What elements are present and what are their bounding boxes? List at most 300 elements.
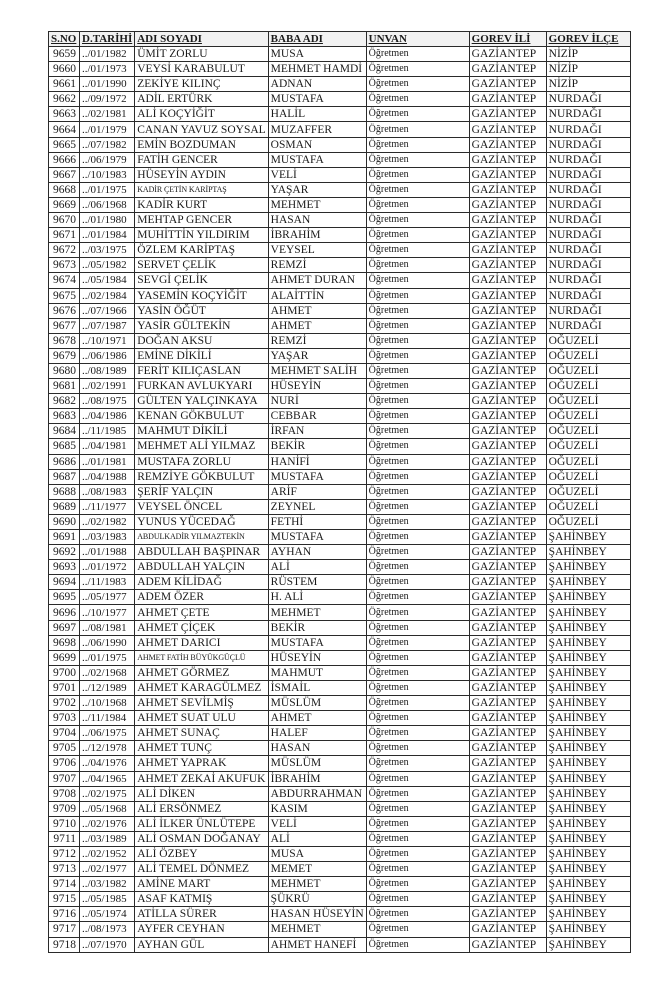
cell-full-name: ALİ ÖZBEY [135, 846, 268, 861]
cell-district: NİZİP [546, 47, 630, 62]
cell-title: Öğretmen [366, 182, 469, 197]
header-title: UNVAN [366, 32, 469, 47]
cell-sno: 9678 [49, 333, 80, 348]
cell-sno: 9661 [49, 77, 80, 92]
table-row [49, 620, 631, 635]
cell-full-name: ÜMİT ZORLU [135, 47, 268, 62]
cell-birth-date: ../02/1982 [80, 514, 135, 529]
cell-province: GAZİANTEP [469, 499, 546, 514]
cell-province: GAZİANTEP [469, 575, 546, 590]
cell-birth-date: ../02/1977 [80, 862, 135, 877]
table-header-row [49, 32, 631, 47]
cell-district: ŞAHİNBEY [546, 665, 630, 680]
cell-district: NURDAĞI [546, 258, 630, 273]
table-row [49, 182, 631, 197]
cell-sno: 9693 [49, 560, 80, 575]
table-row [49, 454, 631, 469]
cell-father-name: REMZİ [268, 258, 366, 273]
cell-province: GAZİANTEP [469, 620, 546, 635]
cell-province: GAZİANTEP [469, 877, 546, 892]
table-row [49, 514, 631, 529]
cell-title: Öğretmen [366, 514, 469, 529]
cell-province: GAZİANTEP [469, 831, 546, 846]
cell-sno: 9674 [49, 273, 80, 288]
cell-birth-date: ../04/1988 [80, 469, 135, 484]
cell-district: ŞAHİNBEY [546, 892, 630, 907]
cell-province: GAZİANTEP [469, 409, 546, 424]
cell-province: GAZİANTEP [469, 665, 546, 680]
cell-title: Öğretmen [366, 379, 469, 394]
cell-sno: 9703 [49, 711, 80, 726]
cell-sno: 9683 [49, 409, 80, 424]
cell-birth-date: ../01/1981 [80, 454, 135, 469]
cell-province: GAZİANTEP [469, 922, 546, 937]
cell-sno: 9669 [49, 197, 80, 212]
cell-title: Öğretmen [366, 62, 469, 77]
cell-sno: 9688 [49, 484, 80, 499]
cell-district: ŞAHİNBEY [546, 786, 630, 801]
cell-province: GAZİANTEP [469, 213, 546, 228]
cell-full-name: AYFER CEYHAN [135, 922, 268, 937]
cell-province: GAZİANTEP [469, 801, 546, 816]
cell-district: ŞAHİNBEY [546, 605, 630, 620]
cell-province: GAZİANTEP [469, 92, 546, 107]
cell-birth-date: ../01/1988 [80, 545, 135, 560]
cell-sno: 9670 [49, 213, 80, 228]
cell-sno: 9664 [49, 122, 80, 137]
cell-father-name: MUSTAFA [268, 469, 366, 484]
table-row [49, 680, 631, 695]
cell-title: Öğretmen [366, 92, 469, 107]
cell-birth-date: ../08/1975 [80, 394, 135, 409]
cell-birth-date: ../01/1973 [80, 62, 135, 77]
cell-birth-date: ../07/1966 [80, 303, 135, 318]
cell-title: Öğretmen [366, 167, 469, 182]
cell-birth-date: ../11/1985 [80, 424, 135, 439]
cell-father-name: AHMET [268, 318, 366, 333]
table-row [49, 862, 631, 877]
cell-birth-date: ../08/1983 [80, 484, 135, 499]
cell-sno: 9697 [49, 620, 80, 635]
cell-father-name: MAHMUT [268, 665, 366, 680]
cell-sno: 9705 [49, 741, 80, 756]
cell-district: ŞAHİNBEY [546, 937, 630, 952]
cell-birth-date: ../07/1987 [80, 318, 135, 333]
cell-sno: 9718 [49, 937, 80, 952]
table-row [49, 363, 631, 378]
cell-father-name: VELİ [268, 167, 366, 182]
cell-father-name: ALAİTTİN [268, 288, 366, 303]
cell-district: NURDAĞI [546, 228, 630, 243]
cell-birth-date: ../05/1974 [80, 907, 135, 922]
cell-full-name: AMİNE MART [135, 877, 268, 892]
table-row [49, 318, 631, 333]
cell-sno: 9714 [49, 877, 80, 892]
cell-full-name: AHMET ZEKAİ AKUFUK [135, 771, 268, 786]
cell-full-name: ALİ DİKEN [135, 786, 268, 801]
document-page [48, 31, 631, 953]
cell-title: Öğretmen [366, 288, 469, 303]
cell-district: ŞAHİNBEY [546, 680, 630, 695]
table-row [49, 62, 631, 77]
header-father-name: BABA ADI [268, 32, 366, 47]
cell-full-name: VEYSEL ÖNCEL [135, 499, 268, 514]
cell-birth-date: ../01/1980 [80, 213, 135, 228]
cell-district: OĞUZELİ [546, 469, 630, 484]
cell-father-name: AYHAN [268, 545, 366, 560]
cell-sno: 9682 [49, 394, 80, 409]
cell-birth-date: ../05/1985 [80, 892, 135, 907]
table-row [49, 107, 631, 122]
cell-full-name: FURKAN AVLUKYARI [135, 379, 268, 394]
cell-sno: 9713 [49, 862, 80, 877]
cell-district: ŞAHİNBEY [546, 862, 630, 877]
cell-full-name: ADEM KİLİDAĞ [135, 575, 268, 590]
cell-birth-date: ../02/1976 [80, 816, 135, 831]
header-sno: S.NO [49, 32, 80, 47]
cell-district: NURDAĞI [546, 107, 630, 122]
cell-full-name: AHMET SEVİLMİŞ [135, 696, 268, 711]
cell-title: Öğretmen [366, 484, 469, 499]
cell-province: GAZİANTEP [469, 152, 546, 167]
cell-father-name: ARİF [268, 484, 366, 499]
cell-title: Öğretmen [366, 454, 469, 469]
cell-district: ŞAHİNBEY [546, 801, 630, 816]
cell-sno: 9690 [49, 514, 80, 529]
table-row [49, 469, 631, 484]
cell-birth-date: ../11/1984 [80, 711, 135, 726]
cell-province: GAZİANTEP [469, 303, 546, 318]
cell-district: OĞUZELİ [546, 454, 630, 469]
cell-father-name: MUSA [268, 846, 366, 861]
cell-father-name: AHMET [268, 711, 366, 726]
cell-district: ŞAHİNBEY [546, 635, 630, 650]
cell-full-name: AHMET ÇETE [135, 605, 268, 620]
cell-full-name: ATİLLA SÜRER [135, 907, 268, 922]
cell-father-name: BEKİR [268, 620, 366, 635]
cell-district: OĞUZELİ [546, 514, 630, 529]
table-row [49, 907, 631, 922]
table-row [49, 243, 631, 258]
cell-father-name: MEHMET [268, 197, 366, 212]
cell-full-name: AHMET SUNAÇ [135, 726, 268, 741]
cell-sno: 9706 [49, 756, 80, 771]
cell-father-name: MUSTAFA [268, 530, 366, 545]
cell-sno: 9675 [49, 288, 80, 303]
cell-district: ŞAHİNBEY [546, 726, 630, 741]
cell-sno: 9660 [49, 62, 80, 77]
cell-full-name: KADİR KURT [135, 197, 268, 212]
cell-district: NURDAĞI [546, 167, 630, 182]
cell-sno: 9672 [49, 243, 80, 258]
cell-full-name: YUNUS YÜCEDAĞ [135, 514, 268, 529]
cell-district: NURDAĞI [546, 243, 630, 258]
cell-district: ŞAHİNBEY [546, 590, 630, 605]
cell-province: GAZİANTEP [469, 786, 546, 801]
cell-province: GAZİANTEP [469, 711, 546, 726]
cell-district: NURDAĞI [546, 213, 630, 228]
table-row [49, 424, 631, 439]
cell-full-name: MUHİTTİN YILDIRIM [135, 228, 268, 243]
cell-province: GAZİANTEP [469, 363, 546, 378]
table-row [49, 771, 631, 786]
cell-full-name: YASİN ÖĞÜT [135, 303, 268, 318]
table-row [49, 590, 631, 605]
cell-full-name: ABDULKADİR YILMAZTEKİN [135, 530, 268, 545]
cell-birth-date: ../02/1981 [80, 107, 135, 122]
cell-title: Öğretmen [366, 590, 469, 605]
cell-birth-date: ../04/1981 [80, 439, 135, 454]
cell-father-name: HÜSEYİN [268, 650, 366, 665]
cell-full-name: ŞERİF YALÇIN [135, 484, 268, 499]
cell-sno: 9689 [49, 499, 80, 514]
header-birth-date: D.TARİHİ [80, 32, 135, 47]
cell-sno: 9702 [49, 696, 80, 711]
cell-district: ŞAHİNBEY [546, 816, 630, 831]
table-row [49, 394, 631, 409]
cell-full-name: HÜSEYİN AYDIN [135, 167, 268, 182]
cell-full-name: KENAN GÖKBULUT [135, 409, 268, 424]
cell-province: GAZİANTEP [469, 167, 546, 182]
cell-sno: 9694 [49, 575, 80, 590]
cell-father-name: H. ALİ [268, 590, 366, 605]
cell-title: Öğretmen [366, 394, 469, 409]
cell-province: GAZİANTEP [469, 650, 546, 665]
cell-district: ŞAHİNBEY [546, 846, 630, 861]
cell-full-name: ALİ OSMAN DOĞANAY [135, 831, 268, 846]
cell-birth-date: ../10/1968 [80, 696, 135, 711]
cell-title: Öğretmen [366, 786, 469, 801]
cell-father-name: KASIM [268, 801, 366, 816]
cell-title: Öğretmen [366, 348, 469, 363]
table-row [49, 273, 631, 288]
cell-father-name: HANİFİ [268, 454, 366, 469]
cell-district: NURDAĞI [546, 303, 630, 318]
cell-district: NİZİP [546, 62, 630, 77]
cell-father-name: RÜSTEM [268, 575, 366, 590]
cell-father-name: MUSTAFA [268, 92, 366, 107]
table-row [49, 348, 631, 363]
table-body [49, 47, 631, 953]
cell-province: GAZİANTEP [469, 122, 546, 137]
cell-birth-date: ../01/1982 [80, 47, 135, 62]
cell-province: GAZİANTEP [469, 530, 546, 545]
table-row [49, 846, 631, 861]
cell-title: Öğretmen [366, 318, 469, 333]
cell-title: Öğretmen [366, 892, 469, 907]
cell-province: GAZİANTEP [469, 469, 546, 484]
cell-full-name: ÖZLEM KARİPTAŞ [135, 243, 268, 258]
cell-father-name: HALİL [268, 107, 366, 122]
cell-father-name: MEHMET [268, 605, 366, 620]
table-row [49, 92, 631, 107]
cell-district: NURDAĞI [546, 152, 630, 167]
cell-title: Öğretmen [366, 47, 469, 62]
cell-district: NURDAĞI [546, 197, 630, 212]
cell-birth-date: ../03/1975 [80, 243, 135, 258]
cell-title: Öğretmen [366, 680, 469, 695]
cell-district: ŞAHİNBEY [546, 530, 630, 545]
cell-birth-date: ../06/1990 [80, 635, 135, 650]
cell-birth-date: ../07/1970 [80, 937, 135, 952]
table-row [49, 545, 631, 560]
cell-father-name: AHMET HANEFİ [268, 937, 366, 952]
table-row [49, 650, 631, 665]
cell-birth-date: ../11/1983 [80, 575, 135, 590]
cell-province: GAZİANTEP [469, 454, 546, 469]
table-row [49, 197, 631, 212]
cell-full-name: AHMET SUAT ULU [135, 711, 268, 726]
cell-father-name: MUSTAFA [268, 152, 366, 167]
cell-province: GAZİANTEP [469, 182, 546, 197]
cell-father-name: REMZİ [268, 333, 366, 348]
cell-district: ŞAHİNBEY [546, 650, 630, 665]
cell-title: Öğretmen [366, 545, 469, 560]
cell-district: OĞUZELİ [546, 439, 630, 454]
cell-full-name: SEVGİ ÇELİK [135, 273, 268, 288]
table-row [49, 167, 631, 182]
cell-sno: 9667 [49, 167, 80, 182]
cell-father-name: YAŞAR [268, 348, 366, 363]
table-row [49, 228, 631, 243]
cell-full-name: REMZİYE GÖKBULUT [135, 469, 268, 484]
cell-title: Öğretmen [366, 243, 469, 258]
cell-province: GAZİANTEP [469, 756, 546, 771]
cell-title: Öğretmen [366, 937, 469, 952]
cell-full-name: AHMET TUNÇ [135, 741, 268, 756]
cell-birth-date: ../01/1975 [80, 650, 135, 665]
table-row [49, 635, 631, 650]
cell-province: GAZİANTEP [469, 197, 546, 212]
cell-birth-date: ../02/1968 [80, 665, 135, 680]
cell-title: Öğretmen [366, 816, 469, 831]
cell-district: ŞAHİNBEY [546, 771, 630, 786]
cell-father-name: YAŞAR [268, 182, 366, 197]
table-row [49, 152, 631, 167]
cell-district: NURDAĞI [546, 318, 630, 333]
table-row [49, 801, 631, 816]
cell-birth-date: ../01/1975 [80, 182, 135, 197]
cell-father-name: ZEYNEL [268, 499, 366, 514]
cell-father-name: VEYSEL [268, 243, 366, 258]
cell-birth-date: ../10/1971 [80, 333, 135, 348]
cell-district: ŞAHİNBEY [546, 877, 630, 892]
cell-sno: 9698 [49, 635, 80, 650]
cell-title: Öğretmen [366, 650, 469, 665]
cell-district: ŞAHİNBEY [546, 560, 630, 575]
cell-father-name: ALİ [268, 831, 366, 846]
cell-full-name: MEHMET ALİ YILMAZ [135, 439, 268, 454]
cell-province: GAZİANTEP [469, 243, 546, 258]
cell-province: GAZİANTEP [469, 107, 546, 122]
cell-father-name: BEKİR [268, 439, 366, 454]
cell-title: Öğretmen [366, 333, 469, 348]
cell-title: Öğretmen [366, 363, 469, 378]
cell-full-name: VEYSİ KARABULUT [135, 62, 268, 77]
cell-birth-date: ../12/1978 [80, 741, 135, 756]
cell-full-name: ABDULLAH YALÇIN [135, 560, 268, 575]
cell-sno: 9704 [49, 726, 80, 741]
cell-birth-date: ../03/1983 [80, 530, 135, 545]
cell-district: OĞUZELİ [546, 394, 630, 409]
cell-province: GAZİANTEP [469, 318, 546, 333]
cell-birth-date: ../02/1984 [80, 288, 135, 303]
cell-full-name: GÜLTEN YALÇINKAYA [135, 394, 268, 409]
cell-full-name: CANAN YAVUZ SOYSAL [135, 122, 268, 137]
cell-birth-date: ../01/1990 [80, 77, 135, 92]
cell-father-name: MÜSLÜM [268, 696, 366, 711]
cell-title: Öğretmen [366, 575, 469, 590]
cell-birth-date: ../05/1982 [80, 258, 135, 273]
cell-father-name: ADNAN [268, 77, 366, 92]
cell-father-name: MEHMET SALİH [268, 363, 366, 378]
cell-province: GAZİANTEP [469, 258, 546, 273]
header-province: GOREV İLİ [469, 32, 546, 47]
cell-father-name: ALİ [268, 560, 366, 575]
cell-father-name: HASAN [268, 741, 366, 756]
cell-province: GAZİANTEP [469, 47, 546, 62]
cell-full-name: KADİR ÇETİN KARİPTAŞ [135, 182, 268, 197]
cell-father-name: MUSA [268, 47, 366, 62]
cell-full-name: ALİ KOÇYİĞİT [135, 107, 268, 122]
table-row [49, 560, 631, 575]
cell-birth-date: ../06/1975 [80, 726, 135, 741]
cell-district: OĞUZELİ [546, 379, 630, 394]
cell-title: Öğretmen [366, 665, 469, 680]
table-row [49, 137, 631, 152]
cell-province: GAZİANTEP [469, 635, 546, 650]
cell-birth-date: ../10/1977 [80, 605, 135, 620]
cell-full-name: AHMET DARICI [135, 635, 268, 650]
cell-sno: 9696 [49, 605, 80, 620]
cell-full-name: YASEMİN KOÇYİĞİT [135, 288, 268, 303]
table-row [49, 877, 631, 892]
cell-birth-date: ../06/1986 [80, 348, 135, 363]
cell-birth-date: ../10/1983 [80, 167, 135, 182]
cell-province: GAZİANTEP [469, 892, 546, 907]
cell-father-name: HÜSEYİN [268, 379, 366, 394]
cell-title: Öğretmen [366, 77, 469, 92]
cell-title: Öğretmen [366, 605, 469, 620]
cell-title: Öğretmen [366, 756, 469, 771]
cell-full-name: DOĞAN AKSU [135, 333, 268, 348]
cell-province: GAZİANTEP [469, 560, 546, 575]
cell-title: Öğretmen [366, 726, 469, 741]
cell-father-name: NURİ [268, 394, 366, 409]
cell-sno: 9662 [49, 92, 80, 107]
cell-full-name: SERVET ÇELİK [135, 258, 268, 273]
cell-district: NURDAĞI [546, 122, 630, 137]
cell-full-name: AYHAN GÜL [135, 937, 268, 952]
cell-province: GAZİANTEP [469, 907, 546, 922]
cell-sno: 9710 [49, 816, 80, 831]
table-row [49, 288, 631, 303]
cell-father-name: MEHMET [268, 877, 366, 892]
cell-province: GAZİANTEP [469, 726, 546, 741]
cell-title: Öğretmen [366, 922, 469, 937]
cell-sno: 9673 [49, 258, 80, 273]
table-row [49, 816, 631, 831]
table-row [49, 575, 631, 590]
cell-birth-date: ../02/1952 [80, 846, 135, 861]
cell-full-name: FERİT KILIÇASLAN [135, 363, 268, 378]
cell-father-name: MEHMET [268, 922, 366, 937]
cell-title: Öğretmen [366, 499, 469, 514]
cell-full-name: ALİ ERSÖNMEZ [135, 801, 268, 816]
cell-father-name: İSMAİL [268, 680, 366, 695]
cell-sno: 9701 [49, 680, 80, 695]
cell-father-name: MÜSLÜM [268, 756, 366, 771]
